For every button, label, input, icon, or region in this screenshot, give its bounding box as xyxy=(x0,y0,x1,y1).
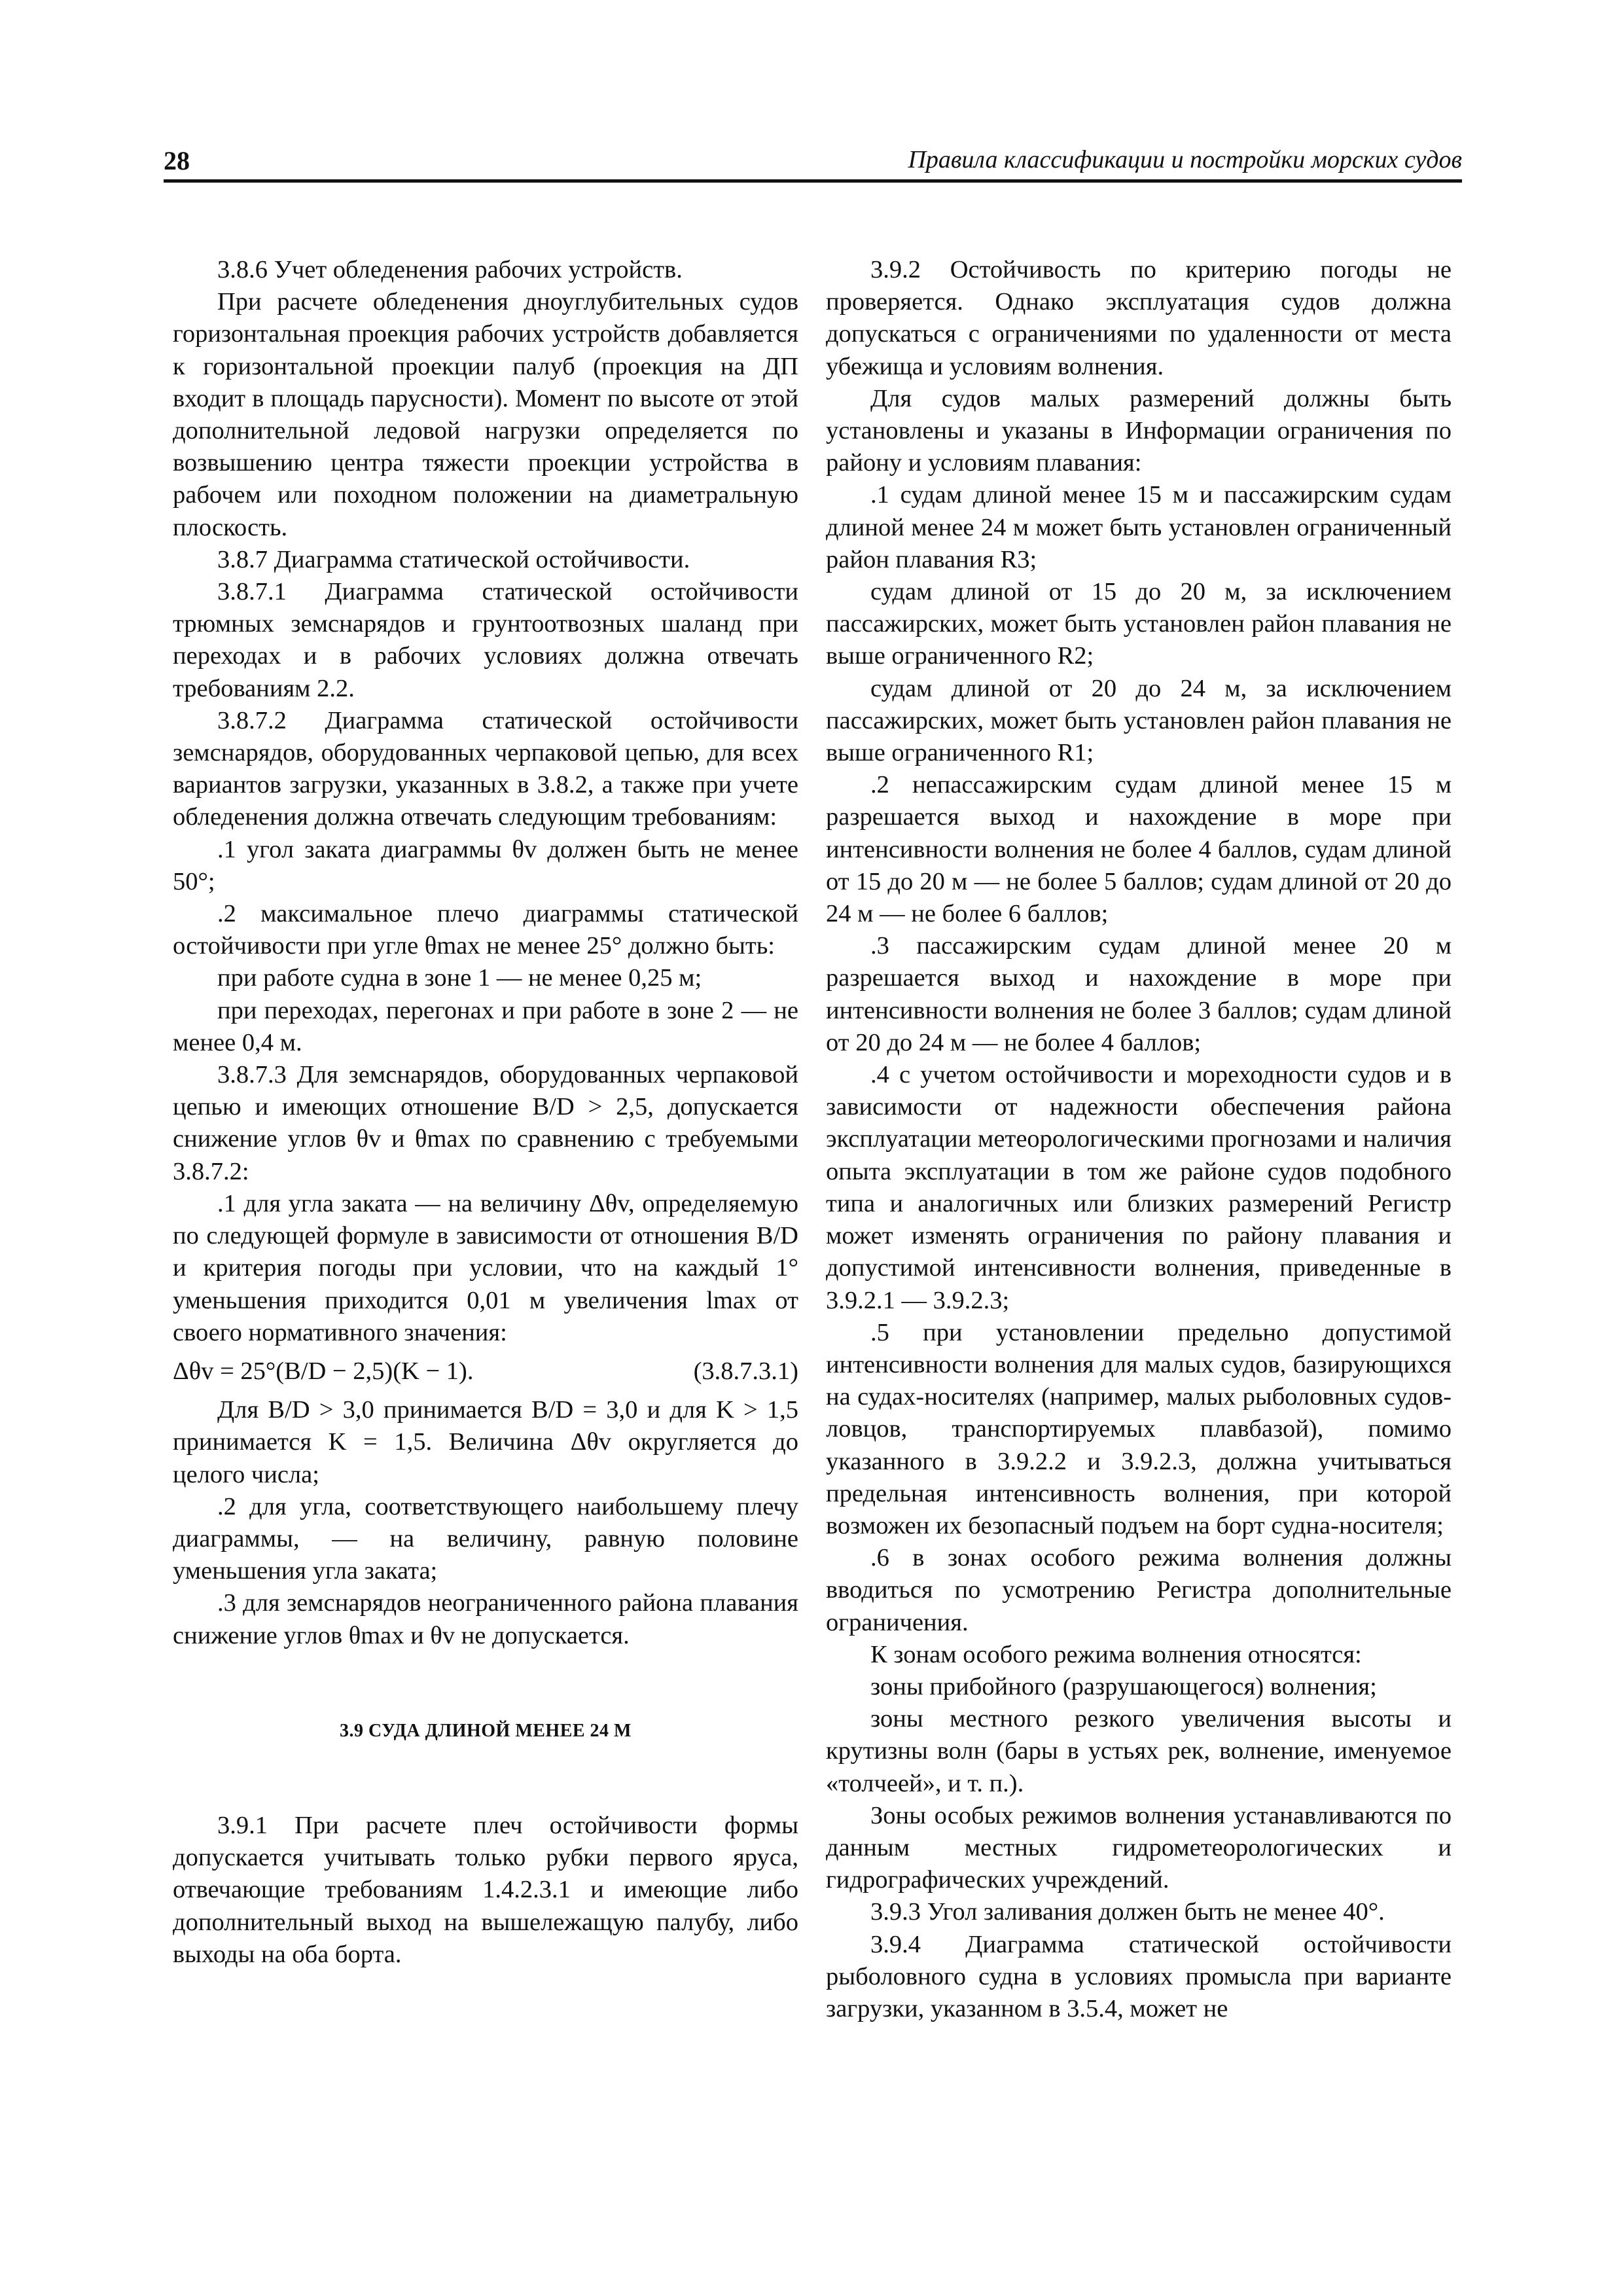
paragraph: .6 в зонах особого режима волнения должны вводиться по усмотрению Регистра дополнительные ограничения. xyxy=(826,1544,1452,1636)
paragraph: 3.8.7.2 Диаграмма статической остойчивости земснарядов, оборудованных черпаковой цепью, для всех вариантов загрузки, указанных в 3.8.2, а также при учете обледенения должна отвечать следующим требованиям: xyxy=(173,706,798,831)
left-column xyxy=(173,254,798,1971)
paragraph: К зонам особого режима волнения относятся: xyxy=(870,1640,1362,1668)
paragraph: .1 угол заката диаграммы θv должен быть не менее 50°; xyxy=(173,835,798,895)
paragraph: Зоны особых режимов волнения устанавливаются по данным местных гидрометеорологических и гидрографических учреждений. xyxy=(826,1801,1452,1894)
paragraph: .4 с учетом остойчивости и мореходности судов и в зависимости от надежности обеспечения района эксплуатации метеорологическими прогнозами и наличия опыта эксплуатации в том же районе судов подобного типа и аналогичных или близких размерений Регистр может изменять ограничения по району плавания и допустимой интенсивности волнения, приведенные в 3.9.2.1 — 3.9.2.3; xyxy=(826,1061,1452,1314)
paragraph: 3.8.7 Диаграмма статической остойчивости. xyxy=(217,545,690,573)
section-heading: 3.9 СУДА ДЛИНОЙ МЕНЕЕ 24 М xyxy=(340,1720,632,1741)
paragraph: судам длиной от 15 до 20 м, за исключением пассажирских, может быть установлен район плавания не выше ограниченного R2; xyxy=(826,578,1452,670)
paragraph: .1 судам длиной менее 15 м и пассажирским судам длиной менее 24 м может быть установлен ограниченный район плавания R3; xyxy=(826,481,1452,573)
formula-number: (3.8.7.3.1) xyxy=(693,1357,798,1385)
paragraph: .3 для земснарядов неограниченного района плавания снижение углов θmax и θv не допускается. xyxy=(173,1589,798,1649)
paragraph: .2 непассажирским судам длиной менее 15 м разрешается выход и нахождение в море при интенсивности волнения не более 4 баллов, судам длиной от 15 до 20 м — не более 5 баллов; судам длиной от 20 до 24 м — не более 6 баллов; xyxy=(826,771,1452,928)
formula-expression: Δθv = 25°(B/D − 2,5)(K − 1). xyxy=(173,1357,474,1385)
right-column xyxy=(826,254,1452,2025)
paragraph: зоны прибойного (разрушающегося) волнения; xyxy=(870,1672,1377,1700)
paragraph: 3.9.3 Угол заливания должен быть не менее 40°. xyxy=(870,1898,1385,1926)
paragraph: 3.8.7.1 Диаграмма статической остойчивости трюмных земснарядов и грунтоотвозных шаланд при переходах и в рабочих условиях должна отвечать требованиям 2.2. xyxy=(173,578,798,702)
paragraph: зоны местного резкого увеличения высоты и крутизны волн (бары в устьях рек, волнение, именуемое «толчеей», и т. п.). xyxy=(826,1705,1452,1797)
paragraph: Для судов малых размерений должны быть установлены и указаны в Информации ограничения по району и условиям плавания: xyxy=(826,384,1452,477)
paragraph: 3.9.2 Остойчивость по критерию погоды не проверяется. Однако эксплуатация судов должна допускаться с ограничениями по удаленности от места убежища и условиям волнения. xyxy=(826,256,1452,380)
paragraph: судам длиной от 20 до 24 м, за исключением пассажирских, может быть установлен район плавания не выше ограниченного R1; xyxy=(826,674,1452,767)
paragraph: .3 пассажирским судам длиной менее 20 м разрешается выход и нахождение в море при интенсивности волнения не более 3 баллов; судам длиной от 20 до 24 м — не более 4 баллов; xyxy=(826,932,1452,1056)
header-rule xyxy=(164,179,1462,183)
page-number: 28 xyxy=(164,146,190,175)
page-header xyxy=(164,145,1462,179)
paragraph: 3.8.6 Учет обледенения рабочих устройств. xyxy=(217,256,683,283)
paragraph: При расчете обледенения дноуглубительных судов горизонтальная проекция рабочих устройств добавляется к горизонтальной проекции палуб (проекция на ДП входит в площадь парусности). Момент по высоте от этой дополнительной ледовой нагрузки определяется по возвышению центра тяжести проекции устройства в рабочем или походном положении на диаметральную плоскость. xyxy=(173,288,798,541)
paragraph: 3.9.4 Диаграмма статической остойчивости рыболовного судна в условиях промысла при варианте загрузки, указанном в 3.5.4, может не xyxy=(826,1930,1452,2022)
formula xyxy=(173,1355,798,1388)
paragraph: 3.9.1 При расчете плеч остойчивости формы допускается учитывать только рубки первого яруса, отвечающие требованиям 1.4.2.3.1 и имеющие либо дополнительный выход на вышележащую палубу, либо выходы на оба борта. xyxy=(173,1811,798,1968)
paragraph: .5 при установлении предельно допустимой интенсивности волнения для малых судов, базирующихся на судах-носителях (например, малых рыболовных судов-ловцов, транспортируемых плавбазой), помимо указанного в 3.9.2.2 и 3.9.2.3, должна учитываться предельная интенсивность волнения, при которой возможен их безопасный подъем на борт судна-носителя; xyxy=(826,1318,1452,1539)
paragraph: .2 максимальное плечо диаграммы статической остойчивости при угле θmax не менее 25° должно быть: xyxy=(173,900,798,960)
paragraph: .2 для угла, соответствующего наибольшему плечу диаграммы, — на величину, равную половине уменьшения угла заката; xyxy=(173,1492,798,1585)
paragraph: при переходах, перегонах и при работе в зоне 2 — не менее 0,4 м. xyxy=(173,996,798,1056)
paragraph: .1 для угла заката — на величину Δθv, определяемую по следующей формуле в зависимости от отношения B/D и критерия погоды при условии, что на каждый 1° уменьшения приходится 0,01 м увеличения lmax от своего нормативного значения: xyxy=(173,1189,798,1346)
paragraph: Для B/D > 3,0 принимается B/D = 3,0 и для K > 1,5 принимается K = 1,5. Величина Δθv округляется до целого числа; xyxy=(173,1396,798,1488)
paragraph: 3.8.7.3 Для земснарядов, оборудованных черпаковой цепью и имеющих отношение B/D > 2,5, допускается снижение углов θv и θmax по сравнению с требуемыми 3.8.7.2: xyxy=(173,1061,798,1185)
running-title: Правила классификации и постройки морских судов xyxy=(908,146,1462,173)
paragraph: при работе судна в зоне 1 — не менее 0,25 м; xyxy=(217,964,702,992)
